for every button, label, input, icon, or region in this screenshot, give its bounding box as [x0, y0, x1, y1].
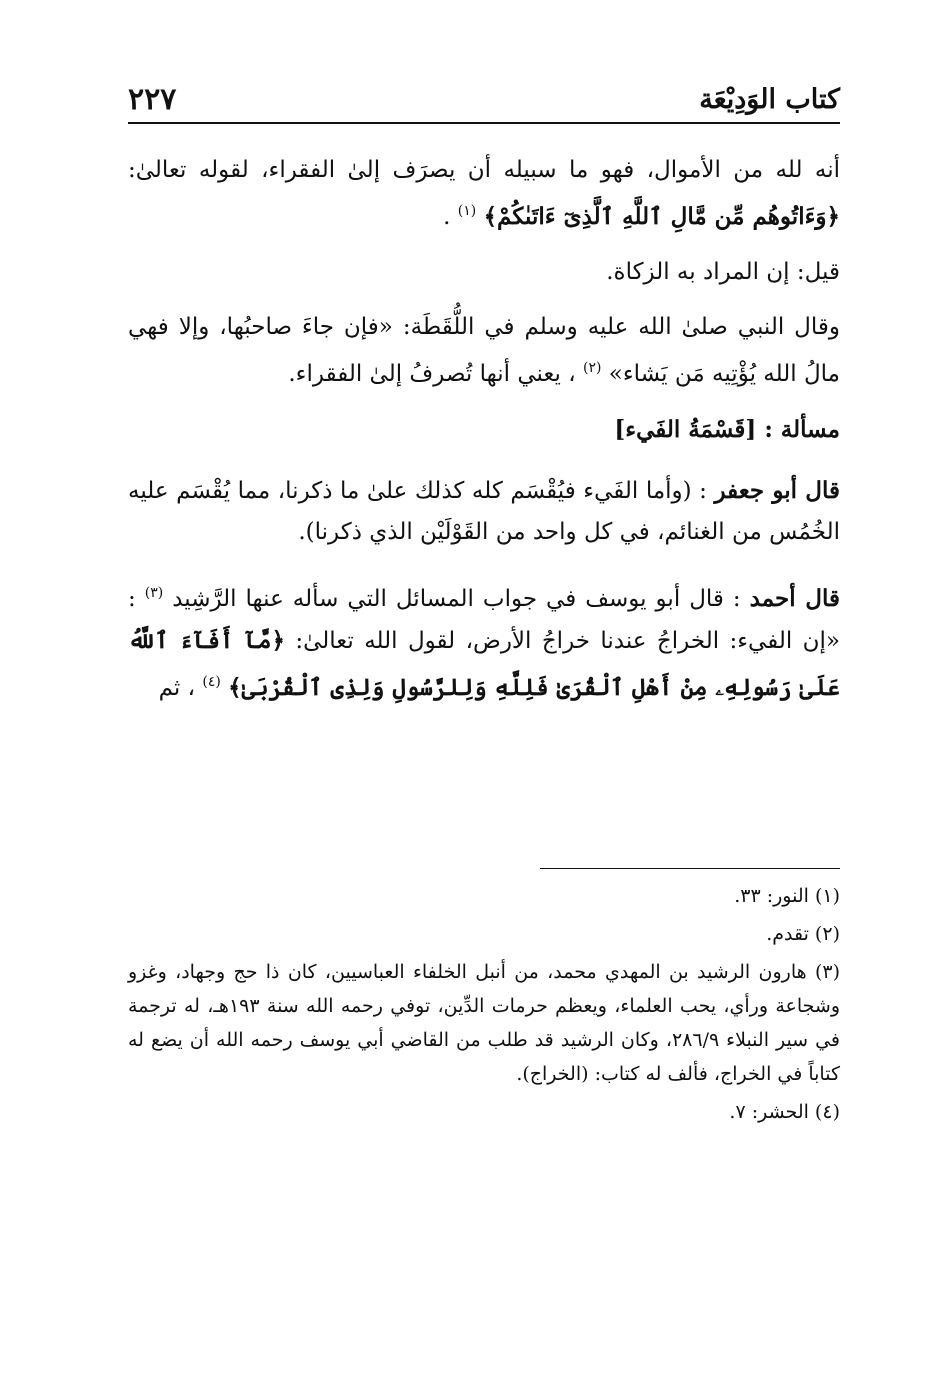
paragraph-5-text-a: : قال أبو يوسف في جواب المسائل التي سأله عنها الرَّشِيد: [172, 586, 741, 612]
paragraph-5: [128, 573, 840, 709]
paragraph-1: [128, 150, 840, 238]
page-number: ٢٢٧: [128, 82, 177, 117]
main-text: [128, 150, 840, 709]
paragraph-5-text-b: : «إن الفيء: الخراجُ عندنا خراجُ الأرض، لقول الله تعالىٰ:: [128, 586, 841, 654]
speaker-label-abu-jafar: قال أبو جعفر: [714, 477, 840, 504]
footnote-2: (٢) تقدم.: [766, 923, 840, 945]
footnote-ref-2: (٢): [582, 360, 602, 376]
footnote-ref-1: (١): [457, 203, 477, 219]
paragraph-3-end: ، يعني أنها تُصرفُ إلىٰ الفقراء.: [288, 361, 576, 387]
footnote-4: (٤) الحشر: ٧.: [729, 1101, 840, 1123]
footnotes: [128, 868, 840, 1129]
quran-quote-1: ﴿وَءَاتُوهُم مِّن مَّالِ ٱللَّهِ ٱلَّذِىٓ ءَاتَىٰكُمْ﴾: [483, 203, 840, 230]
paragraph-2: [128, 252, 840, 293]
book-title: كتاب الوَدِيْعَة: [699, 84, 840, 115]
section-heading: مسألة : [قَسْمَةُ الفَيء]: [614, 416, 840, 443]
paragraph-3-text: وقال النبي صلىٰ الله عليه وسلم في اللُّقَطَة: «فإن جاءَ صاحبُها، وإلا فهي مالُ الله يُؤْتِيه مَن يَشاء»: [128, 314, 840, 387]
page-header: [128, 78, 840, 124]
paragraph-1-end: .: [443, 204, 451, 230]
footnote-divider: [540, 868, 840, 869]
speaker-label-ahmad: قال أحمد: [749, 585, 840, 612]
footnote-ref-3: (٣): [144, 585, 164, 601]
paragraph-4-text: : (وأما الفَيء فيُقْسَم كله كذلك علىٰ ما ذكرنا، مما يُقْسَم عليه الخُمُس من الغنائم، في كل واحد من القَوْلَيْن الذي ذكرنا).: [128, 478, 840, 545]
paragraph-4: [128, 470, 840, 553]
quran-quote-2: ﴿مَّآ أَفَآءَ ٱللَّهُ عَلَىٰ رَسُولِهِۦ مِنْ أَهْلِ ٱلْقُرَىٰ فَلِلَّهِ وَلِلرَّسُولِ وَلِذِى ٱلْقُرْبَىٰ﴾: [128, 627, 840, 701]
paragraph-5-end: ، ثم: [158, 675, 196, 701]
footnote-1: (١) النور: ٣٣.: [734, 885, 840, 907]
paragraph-1-text: أنه لله من الأموال، فهو ما سبيله أن يصرَف إلىٰ الفقراء، لقوله تعالىٰ:: [128, 157, 840, 183]
paragraph-2-text: قيل: إن المراد به الزكاة.: [606, 259, 840, 285]
paragraph-3: [128, 307, 840, 395]
footnote-ref-4: (٤): [202, 674, 221, 690]
footnote-3: (٣) هارون الرشيد بن المهدي محمد، من أنبل الخلفاء العباسيين، كان ذا حج وجهاد، وغزو وشجاعة ورأي، يحب العلماء، ويعظم حرمات الدِّين، توفي رحمه الله سنة ١٩٣هـ، له ترجمة في سير النبلاء ٢٨٦/٩، وكان الرشيد قد طلب من القاضي أبي يوسف رحمه الله أن يضع له كتاباً في الخراج، فألف له كتاب: (الخراج).: [128, 961, 840, 1085]
